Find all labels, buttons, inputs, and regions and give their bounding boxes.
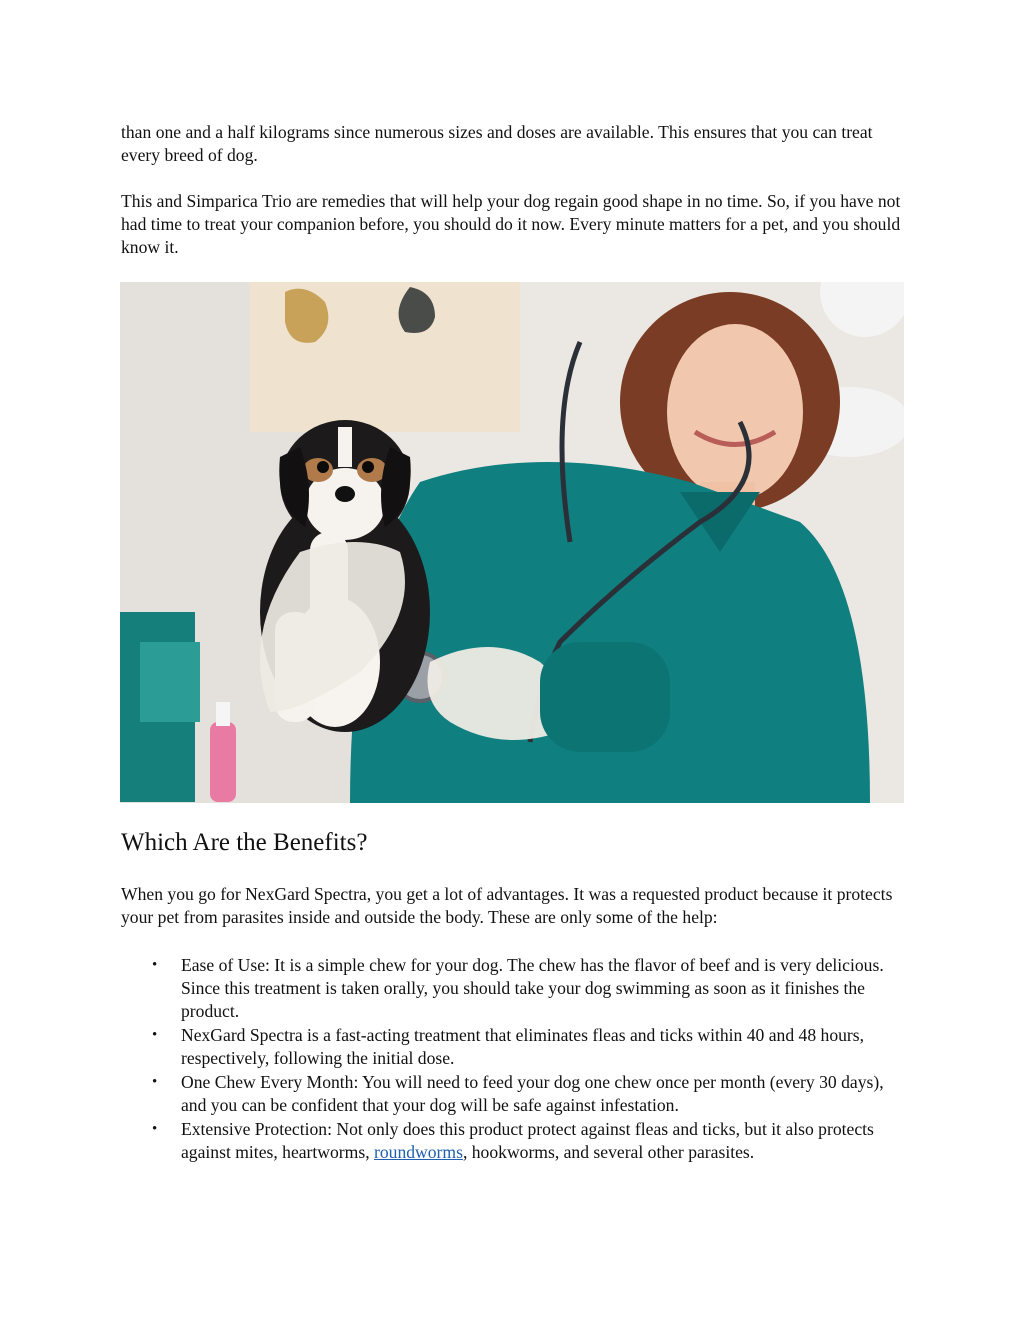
paragraph-simparica-trio: This and Simparica Trio are remedies that will help your dog regain good shape in no time. So, if you have not had time to treat your companion before, you should do it now. Every minute matters for a pet, and you should know it. [121, 191, 901, 257]
section-heading: Which Are the Benefits? [121, 829, 368, 856]
bullet-icon: • [152, 957, 158, 973]
list-item [121, 1071, 905, 1117]
list-item-text: One Chew Every Month: You will need to feed your dog one chew once per month (every 30 days), and you can be confident that your dog will be safe against infestation. [181, 1072, 884, 1115]
list-item [121, 954, 905, 1023]
list-item-text-before-link: Extensive Protection: Not only does this product protect against fleas and ticks, but it also protects against mites, heartworms, [181, 1119, 874, 1162]
vet-with-puppy-photo [120, 282, 904, 803]
bullet-icon: • [152, 1074, 158, 1090]
list-item-text: NexGard Spectra is a fast-acting treatment that eliminates fleas and ticks within 40 and 48 hours, respectively, following the initial dose. [181, 1025, 865, 1068]
paragraph-dog-sizes: than one and a half kilograms since numerous sizes and doses are available. This ensures that you can treat every breed of dog. [121, 122, 873, 165]
benefits-list [121, 954, 905, 1165]
roundworms-link[interactable]: roundworms [374, 1142, 463, 1162]
list-item-text: Ease of Use: It is a simple chew for your dog. The chew has the flavor of beef and is very delicious. Since this treatment is taken orally, you should take your dog swimming as soon as it finishes the product. [181, 955, 884, 1021]
bullet-icon: • [152, 1121, 158, 1137]
paragraph-nexgard-intro: When you go for NexGard Spectra, you get a lot of advantages. It was a requested product because it protects your pet from parasites inside and outside the body. These are only some of the help: [121, 884, 893, 927]
list-item [121, 1118, 905, 1164]
list-item [121, 1024, 905, 1070]
bullet-icon: • [152, 1027, 158, 1043]
list-item-text-after-link: , hookworms, and several other parasites. [462, 1142, 755, 1162]
